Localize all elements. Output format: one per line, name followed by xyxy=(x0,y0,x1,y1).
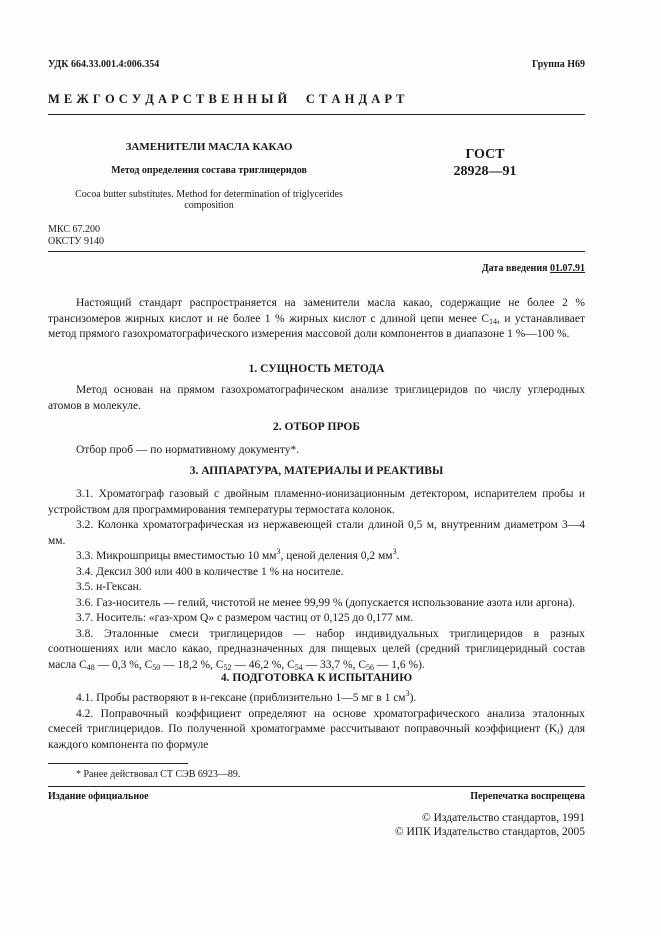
intro-date-label: Дата введения xyxy=(481,263,548,274)
section-1-heading: 1. СУЩНОСТЬ МЕТОДА xyxy=(248,363,385,375)
intro-date xyxy=(482,263,585,274)
section-2-text: Отбор проб — по нормативному документу*. xyxy=(76,444,300,456)
footnote-rule xyxy=(48,763,188,764)
mks-code: МКС 67.200 xyxy=(48,224,100,235)
english-title-line1: Cocoa butter substitutes. Method for determination of triglycerides xyxy=(75,189,343,200)
standard-banner: М Е Ж Г О С У Д А Р С Т В Е Н Н Ы Й С Т А Н Д А Р Т xyxy=(48,92,405,106)
list-item: 4.2. Поправочный коэффициент определяют на основе хроматографического анализа эталонных смесей триглицеридов. По полученной хроматограмме рассчитывают поправочный коэффициент $(K_i)$ для каждого компонента по формуле xyxy=(48,707,585,751)
section-3-list xyxy=(48,487,585,673)
english-title-line2: composition xyxy=(184,200,234,211)
gost-label: ГОСТ xyxy=(465,147,505,162)
section-1-text: Метод основан на прямом газохроматографическом анализе триглицеридов по числу углеродных атомов в молекуле. xyxy=(48,384,585,412)
gost-number: 28928—91 xyxy=(453,164,517,179)
official-edition: Издание официальное xyxy=(48,791,149,802)
okstu-code: ОКСТУ 9140 xyxy=(48,236,105,247)
section-4-heading: 4. ПОДГОТОВКА К ИСПЫТАНИЮ xyxy=(220,672,413,684)
copyright-block xyxy=(395,811,585,839)
header-rule xyxy=(48,114,585,115)
list-item: 3.6. Газ-носитель — гелий, чистотой не менее 99,99 % (допускается использование азота или аргона). xyxy=(76,596,575,609)
udk-code: УДК 664.33.001.4:006.354 xyxy=(48,59,160,70)
list-item: 3.1. Хроматограф газовый с двойным пламенно-ионизационным детектором, испарителем пробы и устройством для программирования температуры термостата колонок. xyxy=(48,488,585,516)
section-2-heading: 2. ОТБОР ПРОБ xyxy=(273,421,360,433)
list-item: 4.1. Пробы растворяют в н-гексане (приблизительно 1—5 мг в 1 $см^3$). xyxy=(76,689,417,704)
list-item: 3.3. Микрошприцы вместимостью 10 $мм^3$, ценой деления 0,2 $мм^3$. xyxy=(76,547,400,562)
list-item: 3.7. Носитель: «газ-хром Q» с размером частиц от 0,125 до 0,177 мм. xyxy=(76,612,414,624)
english-title xyxy=(48,189,370,211)
copyright-line-2: © ИПК Издательство стандартов, 2005 xyxy=(394,826,585,838)
footnote-text: * Ранее действовал СТ СЭВ 6923—89. xyxy=(76,769,241,780)
list-item: 3.4. Дексил 300 или 400 в количестве 1 % на носителе. xyxy=(76,565,344,578)
footer-rule xyxy=(48,786,585,787)
list-item: 3.5. н-Гексан. xyxy=(76,581,142,593)
list-item: 3.2. Колонка хроматографическая из нержавеющей стали длиной 0,5 м, внутренним диаметром 3—4 мм. xyxy=(48,519,585,547)
section-3-heading: 3. АППАРАТУРА, МАТЕРИАЛЫ И РЕАКТИВЫ xyxy=(189,465,444,477)
list-item: 3.8. Эталонные смеси триглицеридов — набор индивидуальных триглицеридов в разных соотношениях или масло какао, предназначенных для пищевых целей (средний триглицеридный состав масла $C_{48}$ — 0,3 %, $C_{50}$ — 18,2 %, $C_{52}$ — 46,2 %, $C_{54}$ — 33,7 %, $C_{56}$ — 1,6 %). xyxy=(48,627,585,672)
copyright-line-1: © Издательство стандартов, 1991 xyxy=(421,812,585,824)
title-rule xyxy=(48,251,585,252)
intro-paragraph: Настоящий стандарт распространяется на заменители масла какао, содержащие не более 2 % трансизомеров жирных кислот и не более 1 % жирных кислот с длиной цепи менее $C_{14}$, и устанавливает метод прямого газохроматографического измерения массовой доли компонентов в диапазоне 1 %—100 %. xyxy=(48,297,585,340)
intro-date-value: 01.07.91 xyxy=(550,263,585,274)
group-code: Группа Н69 xyxy=(532,59,585,70)
doc-title: ЗАМЕНИТЕЛИ МАСЛА КАКАО xyxy=(125,141,293,153)
section-4-list xyxy=(48,691,585,753)
doc-subtitle: Метод определения состава триглицеридов xyxy=(111,165,307,176)
reprint-notice: Перепечатка воспрещена xyxy=(470,791,585,802)
